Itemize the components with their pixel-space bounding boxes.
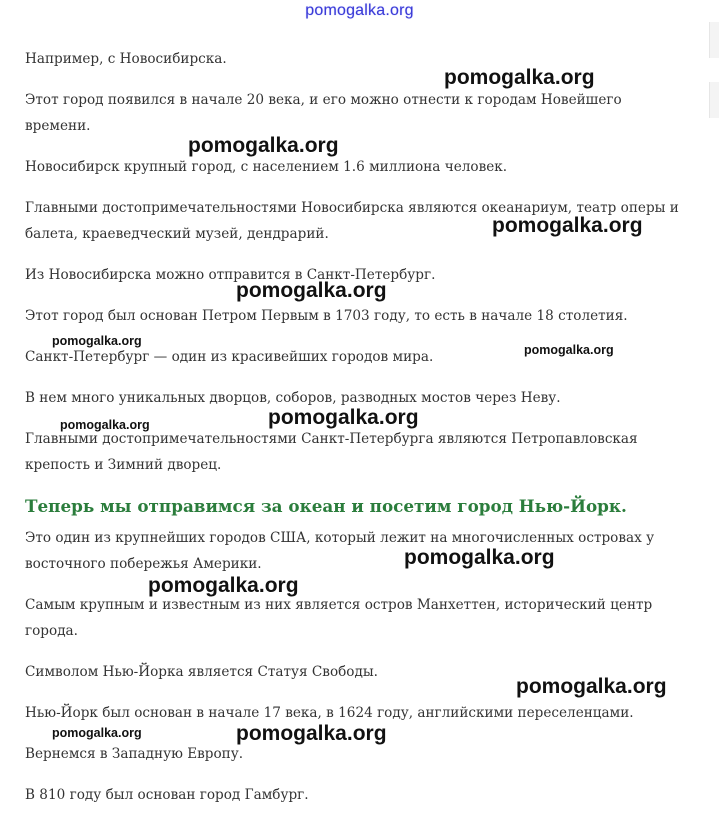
paragraph: Самым крупным и известным из них является остров Манхеттен, исторический центр города.: [25, 597, 653, 639]
watermark: pomogalka.org: [236, 722, 387, 745]
paragraph: Новосибирск крупный город, с населением 1.6 миллиона человек.: [25, 159, 508, 175]
watermark: pomogalka.org: [236, 279, 387, 302]
watermark: pomogalka.org: [52, 334, 142, 348]
side-widget-top: [709, 22, 719, 58]
watermark: pomogalka.org: [516, 675, 667, 698]
paragraph: Из Новосибирска можно отправится в Санкт-Петербург.: [25, 267, 436, 283]
paragraph: Символом Нью-Йорка является Статуя Свободы.: [25, 664, 379, 680]
paragraph: Нью-Йорк был основан в начале 17 века, в 1624 году, английскими переселенцами.: [25, 705, 634, 721]
watermark: pomogalka.org: [60, 418, 150, 432]
paragraph: Главными достопримечательностями Новосибирска являются океанариум, театр оперы и балета, краеведческий музей, дендрарий.: [25, 200, 679, 242]
paragraph: Главными достопримечательностями Санкт-Петербурга являются Петропавловская крепость и Зимний дворец.: [25, 431, 638, 473]
paragraph: Вернемся в Западную Европу.: [25, 746, 244, 762]
watermark: pomogalka.org: [188, 134, 339, 157]
paragraph: В нем много уникальных дворцов, соборов, разводных мостов через Неву.: [25, 390, 561, 406]
paragraph: Этот город был основан Петром Первым в 1703 году, то есть в начале 18 столетия.: [25, 308, 628, 324]
paragraph: Санкт-Петербург — один из красивейших городов мира.: [25, 349, 434, 365]
watermark: pomogalka.org: [524, 343, 614, 357]
paragraph: Этот город появился в начале 20 века, и его можно отнести к городам Новейшего времени.: [25, 92, 622, 134]
side-widget-bottom: [709, 82, 719, 118]
watermark: pomogalka.org: [444, 66, 595, 89]
article-body: [25, 46, 680, 823]
watermark: pomogalka.org: [404, 546, 555, 569]
paragraph: Например, с Новосибирска.: [25, 51, 227, 67]
watermark: pomogalka.org: [52, 726, 142, 740]
paragraph: В 810 году был основан город Гамбург.: [25, 787, 309, 803]
watermark: pomogalka.org: [492, 214, 643, 237]
site-logo[interactable]: pomogalka.org: [305, 2, 414, 19]
watermark: pomogalka.org: [148, 574, 299, 597]
section-heading: Теперь мы отправимся за океан и посетим город Нью-Йорк.: [25, 496, 627, 516]
watermark: pomogalka.org: [268, 406, 419, 429]
paragraph: Это один из крупнейших городов США, который лежит на многочисленных островах у восточного побережья Америки.: [25, 530, 655, 572]
